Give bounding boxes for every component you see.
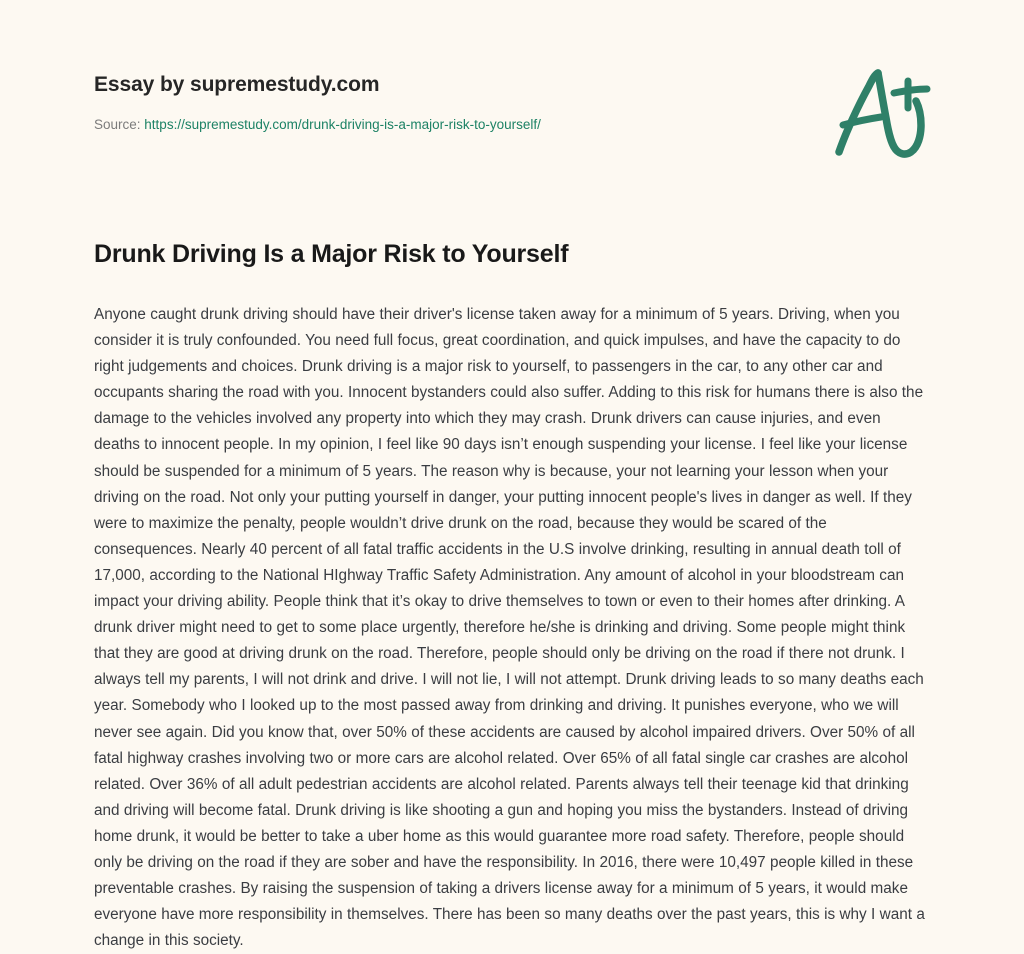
a-plus-logo[interactable] (828, 62, 940, 166)
article (94, 238, 930, 954)
source-line (94, 98, 930, 134)
page-title: Drunk Driving Is a Major Risk to Yourself (94, 240, 569, 268)
article-body-text: Anyone caught drunk driving should have their driver's license taken away for a minimum of 5 years. Driving, when you consider it is truly confounded. You need full focus, great coordination, and quick impulses, and have the capacity to do right judgements and choices. Drunk driving is a major risk to yourself, to passengers in the car, to any other car and occupants sharing the road with you. Innocent bystanders could also suffer. Adding to this risk for humans there is also the damage to the vehicles involved any property into which they may crash. Drunk drivers can cause injuries, and even deaths to innocent people. In my opinion, I feel like 90 days isn’t enough suspending your license. I feel like your license should be suspended for a minimum of 5 years. The reason why is because, your not learning your lesson when your driving on the road. Not only your putting yourself in danger, your putting innocent people's lives in danger as well. If they were to maximize the penalty, people wouldn’t drive drunk on the road, because they would be scared of the consequences. Nearly 40 percent of all fatal traffic accidents in the U.S involve drinking, resulting in annual death toll of 17,000, according to the National HIghway Traffic Safety Administration. Any amount of alcohol in your bloodstream can impact your driving ability. People think that it’s okay to drive themselves to town or even to their homes after drinking. A drunk driver might need to get to some place urgently, therefore he/she is drinking and driving. Some people might think that they are good at driving drunk on the road. Therefore, people should only be driving on the road if there not drunk. I always tell my parents, I will not drink and drive. I will not lie, I will not attempt. Drunk driving leads to so many deaths each year. Somebody who I looked up to the most passed away from drinking and driving. It punishes everyone, who we will never see again. Did you know that, over 50% of these accidents are caused by alcohol impaired drivers. Over 50% of all fatal highway crashes involving two or more cars are alcohol related. Over 65% of all fatal single car crashes are alcohol related. Over 36% of all adult pedestrian accidents are alcohol related. Parents always tell their teenage kid that drinking and driving will become fatal. Drunk driving is like shooting a gun and hoping you miss the bystanders. Instead of driving home drunk, it would be better to take a uber home as this would guarantee more road safety. Therefore, people should only be driving on the road if they are sober and have the responsibility. In 2016, there were 10,497 people killed in these preventable crashes. By raising the suspension of taking a drivers license away for a minimum of 5 years, it would make everyone have more responsibility in themselves. There has been so many deaths over the past years, this is why I want a change in this society. (94, 306, 925, 950)
a-plus-logo-icon (828, 62, 940, 166)
page-header (94, 66, 930, 176)
source-label: Source: (94, 117, 141, 132)
brand-title: Essay by supremestudy.com (94, 73, 380, 96)
source-url-link[interactable]: https://supremestudy.com/drunk-driving-is-a-major-risk-to-yourself/ (144, 117, 541, 132)
